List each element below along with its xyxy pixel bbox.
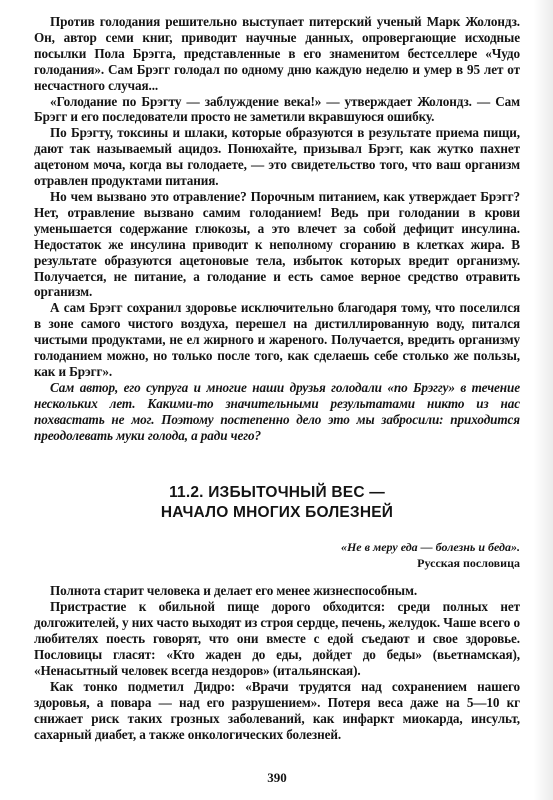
epigraph-quote: «Не в меру еда — болезнь и беда». [340,540,520,555]
paragraph-poisoning: Но чем вызвано это отравление? Порочным питанием, как утверждает Брэгг? Нет, отравление вызвано самим голоданием! Ведь при голодании в крови уменьшается содержание глюкозы, а это влечет за собой дефицит инсулина. Недостаток же инсулина приводит к неполному сгоранию в клетках жира. В результате образуются ацетоновые тела, избыток которых вредит организму. Получается, не питание, а голодание и есть самое верное средство отравить организм. [34,188,520,300]
page-edge-shadow [533,0,553,800]
paragraph-diderot: Как тонко подметил Дидро: «Врачи трудятся над сохранением нашего здоровья, а повара — над его разрушением». Потеря веса даже на 5—10 кг снижает риск таких грозных заболеваний, как инфаркт миокарда, инсульт, сахарный диабет, а также онкологических болезней. [34,678,520,742]
book-page [34,14,520,790]
section-heading [34,483,520,523]
paragraph-bragg-health: А сам Брэгг сохранил здоровье исключительно благодаря тому, что поселился в зоне самого чистого воздуха, перешел на дистиллированную воду, питался чистыми продуктами, не ел жирного и жареного. Получается, вредить организму голоданием можно, но только после того, как сделаешь себе столько же пользы, как и Брэгг». [34,300,520,379]
section-body [34,583,520,742]
paragraph-acidosis: По Брэгту, токсины и шлаки, которые образуются в результате приема пищи, дают так называемый ацидоз. Понюхайте, призывал Брэгг, как жутко пахнет ацетоном моча, когда вы голодаете, — это свидетельство того, что ваш организм отравлен продуктами питания. [34,125,520,189]
section-heading-line-1: 11.2. ИЗБЫТОЧНЫЙ ВЕС — [169,484,385,502]
section-heading-line-2: НАЧАЛО МНОГИХ БОЛЕЗНЕЙ [160,504,394,522]
paragraph-obesity-ages: Полнота старит человека и делает его менее жизнеспособным. [50,583,418,599]
epigraph [34,539,520,571]
paragraph-author-note: Сам автор, его супруга и многие наши друзья голодали «по Брэггу» в течение нескольких лет. Какими-то значительными результатами никто из нас похвастать не мог. Поэтому постепенно дело это мы забросили: приходится преодолевать муки голода, а ради чего? [34,379,520,443]
epigraph-source: Русская пословица [417,556,520,571]
paragraph-zholondz-quote: «Голодание по Брэгту — заблуждение века!» — утверждает Жолондз. — Сам Брэгг и его последователи просто не заметили вкравшуюся ошибку. [34,93,520,125]
paragraph-overeating-cost: Пристрастие к обильной пище дорого обходится: среди полных нет долгожителей, у них часто выходят из строя сердце, печень, желудок. Чаше всего о любителях поесть говорят, что они вместе с едой съедают и свое здоровье. Пословицы гласят: «Кто жаден до еды, дойдет до беды» (вьетнамская), «Ненасытный человек всегда нездоров» (итальянская). [34,599,520,678]
page-number: 390 [267,770,287,785]
paragraph-zholondz-intro: Против голодания решительно выступает питерский ученый Марк Жолондз. Он, автор семи книг, приводит научные данных, опровергающие исходные посылки Пола Брэгга, представленные в его знаменитом бестселлере «Чудо голодания». Сам Брэгг голодал по одному дню каждую неделю и умер в 95 лет от несчастного случая... [34,14,520,93]
